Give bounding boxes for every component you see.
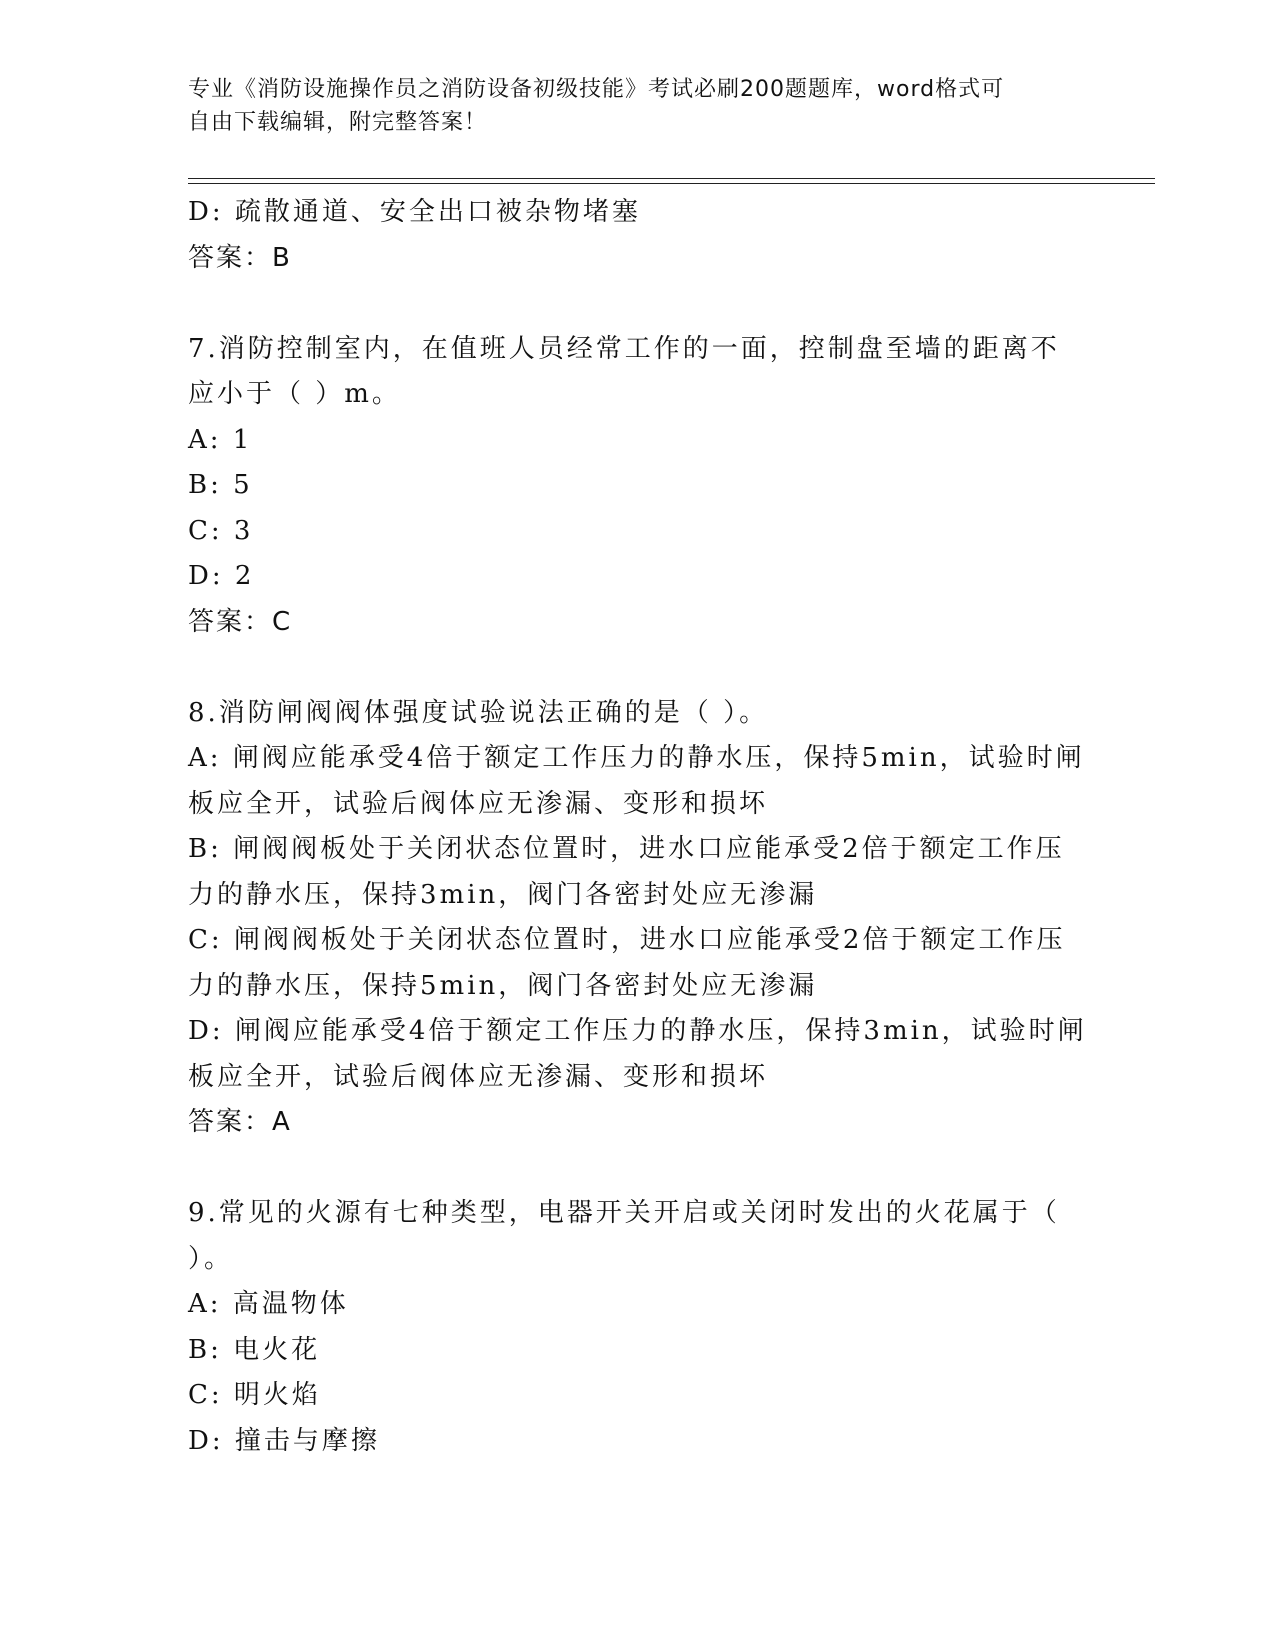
option-line: 力的静水压，保持3min，阀门各密封处应无渗漏: [188, 879, 818, 910]
question-line: 9.常见的火源有七种类型，电器开关开启或关闭时发出的火花属于（: [188, 1198, 1060, 1228]
answer-line: 答案：A: [188, 1107, 292, 1137]
option-line: C: 3: [188, 515, 254, 546]
option-line: 板应全开，试验后阀体应无渗漏、变形和损坏: [188, 1061, 769, 1092]
option-line: D: 撞击与摩擦: [188, 1425, 380, 1456]
question-line: 8.消防闸阀阀体强度试验说法正确的是（ ）。: [188, 697, 769, 728]
option-line: 力的静水压，保持5min，阀门各密封处应无渗漏: [188, 970, 818, 1001]
option-line: D: 2: [188, 561, 255, 591]
option-line: C: 明火焰: [188, 1380, 321, 1410]
option-line: D: 闸阀应能承受4倍于额定工作压力的静水压，保持3min，试验时闸: [188, 1016, 1087, 1046]
answer-line: 答案：C: [188, 606, 293, 637]
option-line: B: 5: [188, 470, 253, 500]
header-line-1: 专业《消防设施操作员之消防设备初级技能》考试必刷200题题库，word格式可: [188, 77, 1005, 102]
option-line: B: 电火花: [188, 1334, 321, 1365]
blank-line: [188, 645, 1088, 691]
option-line: A: 高温物体: [188, 1289, 349, 1319]
option-line: A: 1: [188, 424, 253, 455]
question-line: 7.消防控制室内，在值班人员经常工作的一面，控制盘至墙的距离不: [188, 333, 1060, 364]
option-line: D: 疏散通道、安全出口被杂物堵塞: [188, 197, 641, 227]
header-rule-bottom: [188, 183, 1155, 184]
question-line: ）。: [188, 1243, 234, 1274]
answer-line: 答案：B: [188, 242, 292, 273]
option-line: 板应全开，试验后阀体应无渗漏、变形和损坏: [188, 788, 769, 819]
option-line: B: 闸阀阀板处于关闭状态位置时，进水口应能承受2倍于额定工作压: [188, 834, 1065, 864]
question-line: 应小于（ ）m。: [188, 379, 401, 409]
header-rule-top: [188, 178, 1155, 179]
header-line-2: 自由下载编辑，附完整答案！: [188, 110, 488, 135]
question-content: [188, 190, 1088, 1464]
blank-line: [188, 281, 1088, 327]
option-line: C: 闸阀阀板处于关闭状态位置时，进水口应能承受2倍于额定工作压: [188, 925, 1066, 955]
option-line: A: 闸阀应能承受4倍于额定工作压力的静水压，保持5min，试验时闸: [188, 743, 1085, 773]
blank-line: [188, 1146, 1088, 1192]
